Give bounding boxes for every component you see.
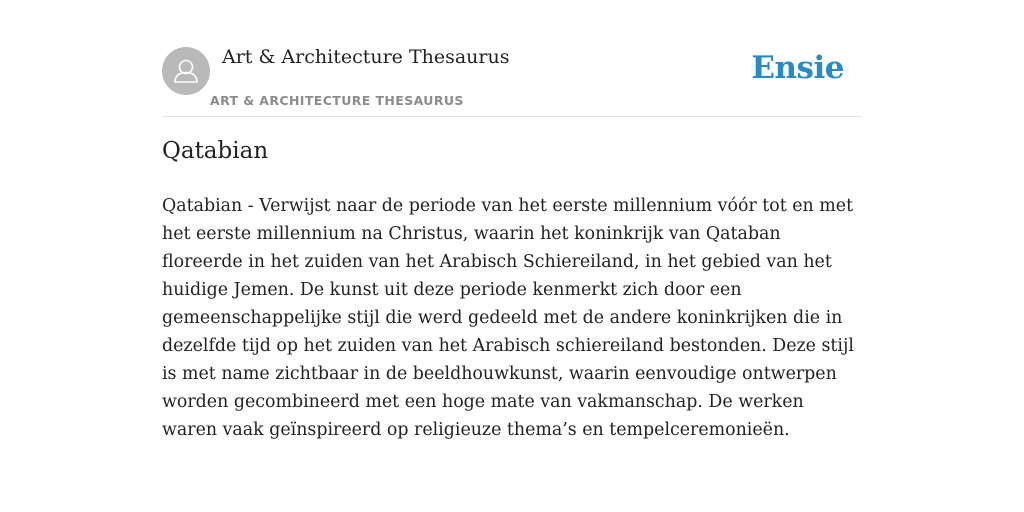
user-icon	[162, 47, 210, 95]
brand-logo[interactable]: Ensie	[751, 50, 844, 86]
source-title-link[interactable]: Art & Architecture Thesaurus	[222, 46, 510, 68]
entry-title: Qatabian	[162, 138, 269, 164]
header	[162, 44, 862, 117]
avatar[interactable]	[162, 47, 210, 95]
source-subtitle: ART & ARCHITECTURE THESAURUS	[210, 93, 464, 108]
entry-body: Qatabian - Verwijst naar de periode van het eerste millennium vóór tot en met het eerste millennium na Christus, waarin het koninkrijk van Qataban floreerde in het zuiden van het Arabisch Schiereiland, in het gebied van het huidige Jemen. De kunst uit deze periode kenmerkt zich door een gemeenschappelijke stijl die werd gedeeld met de andere koninkrijken die in dezelfde tijd op het zuiden van het Arabisch schiereiland bestonden. Deze stijl is met name zichtbaar in de beeldhouwkunst, waarin eenvoudige ontwerpen worden gecombineerd met een hoge mate van vakmanschap. De werken waren vaak geïnspireerd op religieuze thema’s en tempelceremonieën.	[162, 196, 854, 440]
